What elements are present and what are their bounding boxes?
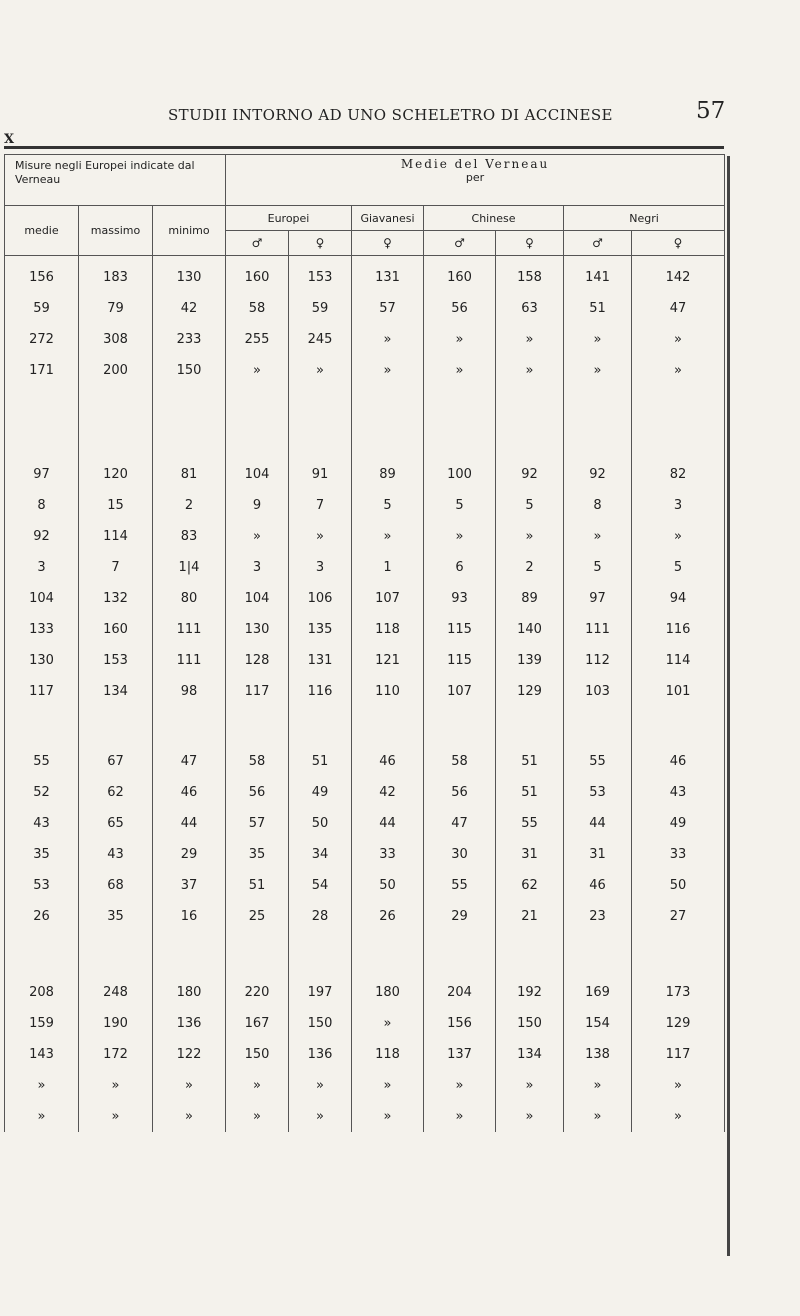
cell: 192 [496,977,564,1008]
cell: 160 [424,256,496,294]
cell: » [352,1070,424,1101]
page-header [0,92,800,132]
table-row [5,490,725,521]
cell: 80 [153,583,226,614]
cell: 5 [564,552,632,583]
cell: 111 [153,614,226,645]
cell: 46 [564,870,632,901]
cell: 183 [79,256,153,294]
table-row [5,777,725,808]
cell: 5 [424,490,496,521]
cell: 158 [496,256,564,294]
cell: 50 [352,870,424,901]
cell: » [632,521,725,552]
cell: 21 [496,901,564,977]
header-chinese: Chinese [424,206,564,231]
cell: 153 [79,645,153,676]
header-minimo: minimo [153,206,226,256]
cell: 5 [352,490,424,521]
header-chinese-female: ♀ [496,231,564,256]
cell: 58 [226,746,289,777]
cell: 44 [153,808,226,839]
cell: 143 [5,1039,79,1070]
table-row [5,459,725,490]
cell: 25 [226,901,289,977]
cell: 134 [496,1039,564,1070]
cell: 81 [153,459,226,490]
cell: 33 [632,839,725,870]
cell: 79 [79,293,153,324]
cell: 140 [496,614,564,645]
table-row [5,977,725,1008]
cell: » [424,1070,496,1101]
cell: 116 [632,614,725,645]
cell: 3 [5,552,79,583]
table-row [5,256,725,294]
cell: 129 [496,676,564,746]
cell: 31 [564,839,632,870]
table-row [5,676,725,746]
cell: 43 [79,839,153,870]
cell: 43 [632,777,725,808]
cell: 28 [289,901,352,977]
header-europei-verneau: Misure negli Europei indicate dal Verneau [5,155,226,206]
cell: 58 [424,746,496,777]
cell: » [153,1070,226,1101]
cell: 160 [79,614,153,645]
cell: 118 [352,614,424,645]
cell: 120 [79,459,153,490]
cell: 9 [226,490,289,521]
cell: 49 [632,808,725,839]
cell: 110 [352,676,424,746]
cell: 29 [424,901,496,977]
table-header [5,155,725,256]
header-chinese-male: ♂ [424,231,496,256]
cell: 91 [289,459,352,490]
header-europei-female: ♀ [289,231,352,256]
cell: 46 [352,746,424,777]
cell: 55 [496,808,564,839]
cell: 29 [153,839,226,870]
cell: » [632,355,725,459]
cell: 112 [564,645,632,676]
running-title: STUDII INTORNO AD UNO SCHELETRO DI ACCINESE [168,106,613,124]
cell: 23 [564,901,632,977]
cell: 136 [289,1039,352,1070]
cell: 62 [79,777,153,808]
cell: » [496,1070,564,1101]
header-europei-male: ♂ [226,231,289,256]
cell: 3 [632,490,725,521]
cell: » [496,355,564,459]
table-row [5,1008,725,1039]
cell: 6 [424,552,496,583]
cell: 132 [79,583,153,614]
cell: 117 [226,676,289,746]
cell: » [424,1101,496,1132]
cell: » [352,1008,424,1039]
cell: 272 [5,324,79,355]
right-border-bar [727,156,730,1256]
cell: 104 [226,459,289,490]
cell: 255 [226,324,289,355]
header-giavanesi-female: ♀ [352,231,424,256]
table-row [5,1070,725,1101]
cell: 82 [632,459,725,490]
cell: » [153,1101,226,1132]
table-row [5,614,725,645]
table-row [5,746,725,777]
cell: 63 [496,293,564,324]
table-row [5,1039,725,1070]
cell: » [352,1101,424,1132]
cell: 46 [632,746,725,777]
cell: » [226,1070,289,1101]
cell: » [564,1101,632,1132]
cell: 35 [79,901,153,977]
cell: 131 [352,256,424,294]
cell: 131 [289,645,352,676]
cell: » [352,324,424,355]
cell: 37 [153,870,226,901]
cell: 308 [79,324,153,355]
cell: 128 [226,645,289,676]
header-europei: Europei [226,206,352,231]
cell: » [289,355,352,459]
cell: 169 [564,977,632,1008]
cell: 2 [496,552,564,583]
cell: » [424,324,496,355]
cell: 107 [424,676,496,746]
cell: 1 [352,552,424,583]
cell: 150 [289,1008,352,1039]
cell: » [496,1101,564,1132]
cell: 103 [564,676,632,746]
cell: 160 [226,256,289,294]
cell: 53 [5,870,79,901]
cell: 44 [352,808,424,839]
cell: 114 [79,521,153,552]
cell: 57 [226,808,289,839]
table-row [5,645,725,676]
cell: 30 [424,839,496,870]
cell: 154 [564,1008,632,1039]
cell: 55 [5,746,79,777]
cell: 3 [226,552,289,583]
cell: 43 [5,808,79,839]
cell: 138 [564,1039,632,1070]
cell: 135 [289,614,352,645]
cell: » [226,521,289,552]
cell: 65 [79,808,153,839]
cell: 204 [424,977,496,1008]
cell: 111 [564,614,632,645]
cell: 130 [5,645,79,676]
cell: 134 [79,676,153,746]
measurements-table-wrapper [4,146,724,1296]
cell: » [424,355,496,459]
cell: 150 [226,1039,289,1070]
table-row [5,870,725,901]
cell: 200 [79,355,153,459]
cell: » [564,324,632,355]
cell: 180 [352,977,424,1008]
cell: » [5,1070,79,1101]
cell: » [564,1070,632,1101]
cell: 67 [79,746,153,777]
cell: 92 [496,459,564,490]
cell: 47 [632,293,725,324]
cell: 190 [79,1008,153,1039]
cell: 115 [424,645,496,676]
top-rule [4,146,724,149]
cell: 53 [564,777,632,808]
header-negri-male: ♂ [564,231,632,256]
cell: 55 [424,870,496,901]
cell: 62 [496,870,564,901]
cell: 50 [632,870,725,901]
cell: » [632,1101,725,1132]
cell: 5 [632,552,725,583]
cell: 51 [289,746,352,777]
cell: 89 [352,459,424,490]
cell: 58 [226,293,289,324]
cell: » [352,355,424,459]
cell: 150 [153,355,226,459]
cell: 117 [632,1039,725,1070]
cell: 2 [153,490,226,521]
cell: 47 [424,808,496,839]
cell: 121 [352,645,424,676]
section-mark: X [4,132,15,147]
cell: 97 [5,459,79,490]
cell: » [564,521,632,552]
cell: 50 [289,808,352,839]
cell: 180 [153,977,226,1008]
cell: 31 [496,839,564,870]
cell: 42 [153,293,226,324]
measurements-table [4,154,725,1132]
cell: 56 [226,777,289,808]
cell: 94 [632,583,725,614]
cell: 107 [352,583,424,614]
cell: 142 [632,256,725,294]
page-number: 57 [696,98,726,124]
cell: 51 [496,777,564,808]
table-row [5,1101,725,1132]
cell: 68 [79,870,153,901]
cell: 245 [289,324,352,355]
cell: 197 [289,977,352,1008]
cell: 156 [424,1008,496,1039]
table-body [5,256,725,1133]
cell: 5 [496,490,564,521]
cell: 35 [5,839,79,870]
cell: » [352,521,424,552]
cell: 97 [564,583,632,614]
header-negri-female: ♀ [632,231,725,256]
table-row [5,324,725,355]
cell: 26 [352,901,424,977]
cell: 56 [424,777,496,808]
cell: 89 [496,583,564,614]
cell: 27 [632,901,725,977]
cell: 137 [424,1039,496,1070]
cell: 233 [153,324,226,355]
cell: 59 [5,293,79,324]
cell: 116 [289,676,352,746]
cell: 171 [5,355,79,459]
header-giavanesi: Giavanesi [352,206,424,231]
table-row [5,901,725,977]
cell: 54 [289,870,352,901]
cell: 57 [352,293,424,324]
cell: 1|4 [153,552,226,583]
cell: 115 [424,614,496,645]
cell: » [424,521,496,552]
table-row [5,839,725,870]
cell: 208 [5,977,79,1008]
cell: 98 [153,676,226,746]
header-medie-verneau [226,155,725,206]
header-medie-title: Medie del Verneau [400,157,550,171]
cell: » [289,1101,352,1132]
cell: » [632,324,725,355]
cell: 133 [5,614,79,645]
cell: 130 [226,614,289,645]
cell: » [564,355,632,459]
cell: » [496,521,564,552]
cell: 51 [226,870,289,901]
cell: » [496,324,564,355]
cell: 92 [564,459,632,490]
table-row [5,521,725,552]
header-per: per [465,171,485,184]
cell: 159 [5,1008,79,1039]
cell: » [632,1070,725,1101]
cell: 51 [564,293,632,324]
cell: 136 [153,1008,226,1039]
cell: » [289,1070,352,1101]
cell: 172 [79,1039,153,1070]
cell: 42 [352,777,424,808]
header-medie: medie [5,206,79,256]
table-row [5,355,725,459]
cell: 93 [424,583,496,614]
table-row [5,583,725,614]
cell: 51 [496,746,564,777]
cell: » [289,521,352,552]
cell: » [5,1101,79,1132]
header-massimo: massimo [79,206,153,256]
cell: 118 [352,1039,424,1070]
table-row [5,808,725,839]
cell: 26 [5,901,79,977]
cell: 52 [5,777,79,808]
cell: 59 [289,293,352,324]
cell: 83 [153,521,226,552]
cell: 16 [153,901,226,977]
cell: 129 [632,1008,725,1039]
cell: 104 [226,583,289,614]
cell: 111 [153,645,226,676]
cell: 173 [632,977,725,1008]
cell: » [79,1070,153,1101]
cell: » [79,1101,153,1132]
cell: 122 [153,1039,226,1070]
cell: 106 [289,583,352,614]
cell: 220 [226,977,289,1008]
cell: » [226,355,289,459]
cell: 248 [79,977,153,1008]
cell: 100 [424,459,496,490]
cell: 92 [5,521,79,552]
cell: 130 [153,256,226,294]
cell: 7 [79,552,153,583]
cell: 141 [564,256,632,294]
cell: 150 [496,1008,564,1039]
cell: » [226,1101,289,1132]
cell: 114 [632,645,725,676]
cell: 8 [564,490,632,521]
cell: 101 [632,676,725,746]
cell: 15 [79,490,153,521]
cell: 117 [5,676,79,746]
table-row [5,552,725,583]
header-negri: Negri [564,206,725,231]
cell: 156 [5,256,79,294]
cell: 55 [564,746,632,777]
cell: 56 [424,293,496,324]
cell: 47 [153,746,226,777]
cell: 167 [226,1008,289,1039]
cell: 49 [289,777,352,808]
cell: 104 [5,583,79,614]
table-row [5,293,725,324]
cell: 35 [226,839,289,870]
cell: 3 [289,552,352,583]
cell: 8 [5,490,79,521]
cell: 139 [496,645,564,676]
cell: 33 [352,839,424,870]
cell: 44 [564,808,632,839]
cell: 46 [153,777,226,808]
cell: 153 [289,256,352,294]
cell: 34 [289,839,352,870]
cell: 7 [289,490,352,521]
